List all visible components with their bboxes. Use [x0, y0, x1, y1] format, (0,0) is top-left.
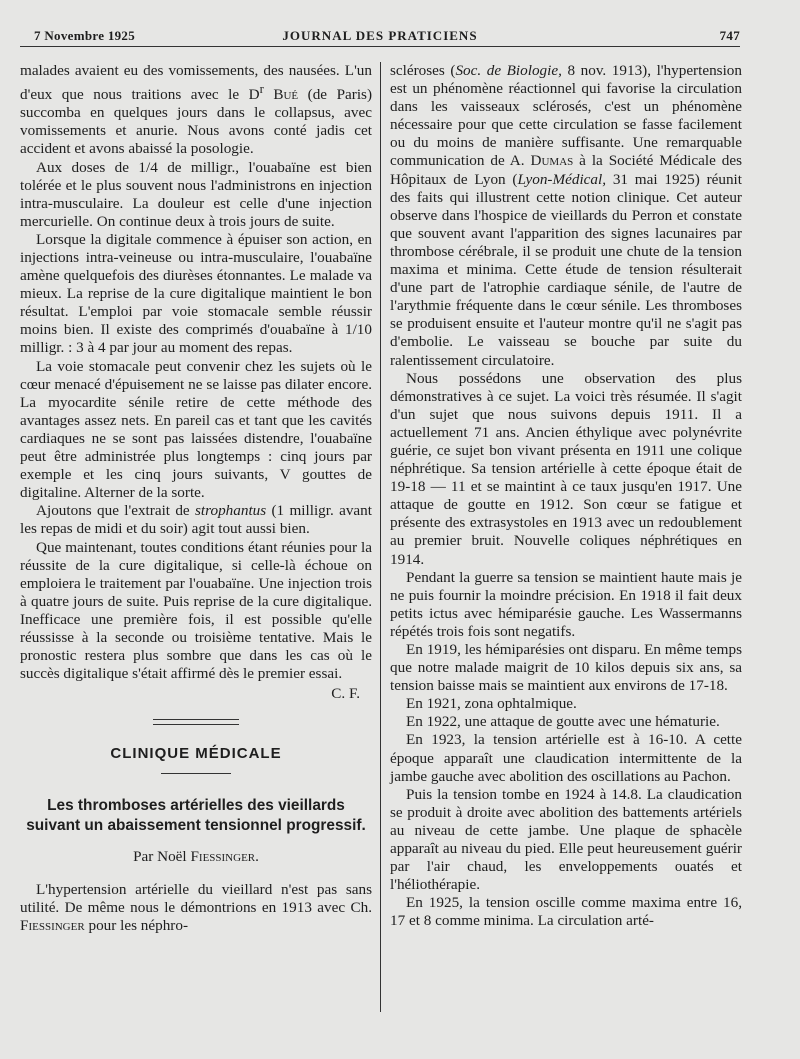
paragraph: Aux doses de 1/4 de milligr., l'ouabaïne est bien tolérée et le plus souvent nous l'administrons en injection intra-musculaire. La douleur est celle d'une injection mercurielle. On continue deux à trois jours de suite.: [20, 158, 372, 230]
article-title: Les thromboses artérielles des vieillards suivant un abaissement tensionnel progressif.: [26, 797, 366, 835]
right-column: [390, 62, 742, 931]
paragraph: Ajoutons que l'extrait de strophantus (1 milligr. avant les repas de midi et du soir) agit tout aussi bien.: [20, 502, 372, 538]
paragraph: En 1919, les hémiparésies ont disparu. En même temps que notre malade maigrit de 10 kilos depuis six ans, sa tension baisse mais se maintient aux environs de 17-18.: [390, 641, 742, 695]
header-date: 7 Novembre 1925: [34, 28, 136, 43]
paragraph: malades avaient eu des vomissements, des nausées. L'un d'eux que nous traitions avec le $D^r$ Bué (de Paris) succomba en quelques jours dans le collapsus, avec vomissements et anurie. Nous avons conté jadis cet accident et avons abaissé la posologie.: [20, 62, 373, 158]
paragraph: Que maintenant, toutes conditions étant réunies pour la réussite de la cure digitalique, si celle-là échoue on emploiera le traitement par l'ouabaïne. Une injection trois à quatre jours de suite. Puis reprise de la cure digitalique. Inefficace une première fois, il est possible qu'elle réussisse à la seconde ou troisième tentative. Mais le pronostic restera plus sombre que dans les cas où le succès digitalique s'était affirmé dès le premier essai.: [20, 538, 372, 683]
running-header: [20, 26, 740, 44]
paragraph: En 1923, la tension artérielle est à 16-10. A cette époque apparaît une claudication intermittente de la jambe gauche avec abolition des oscillations au Pachon.: [390, 731, 742, 785]
section-heading: CLINIQUE MÉDICALE: [110, 745, 282, 763]
paragraph: En 1925, la tension oscille comme maxima entre 16, 17 et 8 comme minima. La circulation arté-: [390, 894, 742, 930]
paragraph: scléroses (Soc. de Biologie, 8 nov. 1913), l'hypertension est un phénomène réactionnel qui favorise la circulation dans les vaisseaux sclérosés, c'est un phénomène nécessaire pour que cette circulation se fasse facilement ou du moins de manière suffisante. Une remarquable communication de A. Dumas à la Société Médicale des Hôpitaux de Lyon (Lyon-Médical, 31 mai 1925) réunit des faits qui illustrent cette notion clinique. Cet auteur observe dans l'hospice de vieillards du Perron et constate que souvent avant l'apparition des signes lacunaires par thrombose cérébrale, il se produit une chute de la tension maxima et minima. Cette étude de tension résulterait d'une part de l'atrophie cardiaque sénile, de l'autre de l'arythmie fréquente dans le cœur sénile. Les thromboses se produisent ensuite et l'auteur montre qu'il ne s'agit pas d'embolie. Le vaisseau se bouche par suite du ralentissement circulatoire.: [390, 62, 742, 369]
paragraph: En 1921, zona ophtalmique.: [406, 695, 577, 713]
paragraph: Puis la tension tombe en 1924 à 14.8. La claudication se produit à droite avec abolition des battements artériels au niveau de cette jambe. Une plaque de sphacèle apparaît au niveau du pied. Elle peut heureusement guérir par l'air chaud, les enveloppements ouatés et l'héliothérapie.: [390, 785, 742, 894]
double-rule-separator: [153, 719, 239, 725]
byline: Par Noël Fiessinger.: [133, 848, 259, 866]
signature: C. F.: [331, 685, 360, 703]
paragraph: Nous possédons une observation des plus démonstratives à ce sujet. La voici très résumée. Il s'agit d'un sujet que nous suivons depuis 1911. Il a actuellement 71 ans. Ancien éthylique avec polynévrite guérie, ce sujet bon vivant présenta en 1911 une colique néphrétique. Sa tension artérielle à cette époque était de 19-18 — 11 et se maintint à ce taux jusqu'en 1917. Une attaque de goutte en 1912. Son cœur se fatigue et présente des extrasystoles en 1913 avec un redoublement au premier bruit. Nouvelle coliques néphrétiques en 1914.: [390, 369, 742, 568]
paragraph: En 1922, une attaque de goutte avec une hématurie.: [406, 713, 720, 731]
section-rule: [161, 773, 231, 774]
left-column: [20, 62, 372, 935]
paragraph: Lorsque la digitale commence à épuiser son action, en injections intra-veineuse ou intra-musculaire, l'ouabaïne amène quelquefois des diurèses étonnantes. Le malade va mieux. La reprise de la cure digitalique maintient le bon résultat. L'emploi par voie stomacale semble réussir moins bien. Il existe des comprimés d'ouabaïne à 1/10 milligr. : 3 à 4 par jour au moment des repas.: [20, 230, 372, 357]
header-rule: [20, 46, 740, 47]
paragraph: L'hypertension artérielle du vieillard n'est pas sans utilité. De même nous le démontrions en 1913 avec Ch. Fiessinger pour les néphro-: [20, 880, 372, 934]
column-divider: [380, 62, 381, 1012]
header-journal-title: JOURNAL DES PRATICIENS: [282, 28, 478, 43]
paragraph: Pendant la guerre sa tension se maintient haute mais je ne puis fournir la moindre précision. En 1918 il fait deux petits ictus avec hémiparésie gauche. Les Wassermanns répétés trois fois sont negatifs.: [390, 568, 742, 640]
paragraph: La voie stomacale peut convenir chez les sujets où le cœur menacé d'épuisement ne se laisse pas dilater encore. La myocardite sénile retire de cette méthode des avantages assez nets. En pareil cas et tant que les cavités cardiaques ne se sont pas laissées distendre, l'ouabaïne peut être administrée plus longtemps : cinq jours par exemple et les cinq jours suivants, V gouttes de digitaline. Alterner de la sorte.: [20, 357, 372, 502]
header-page-number: 747: [719, 28, 740, 43]
